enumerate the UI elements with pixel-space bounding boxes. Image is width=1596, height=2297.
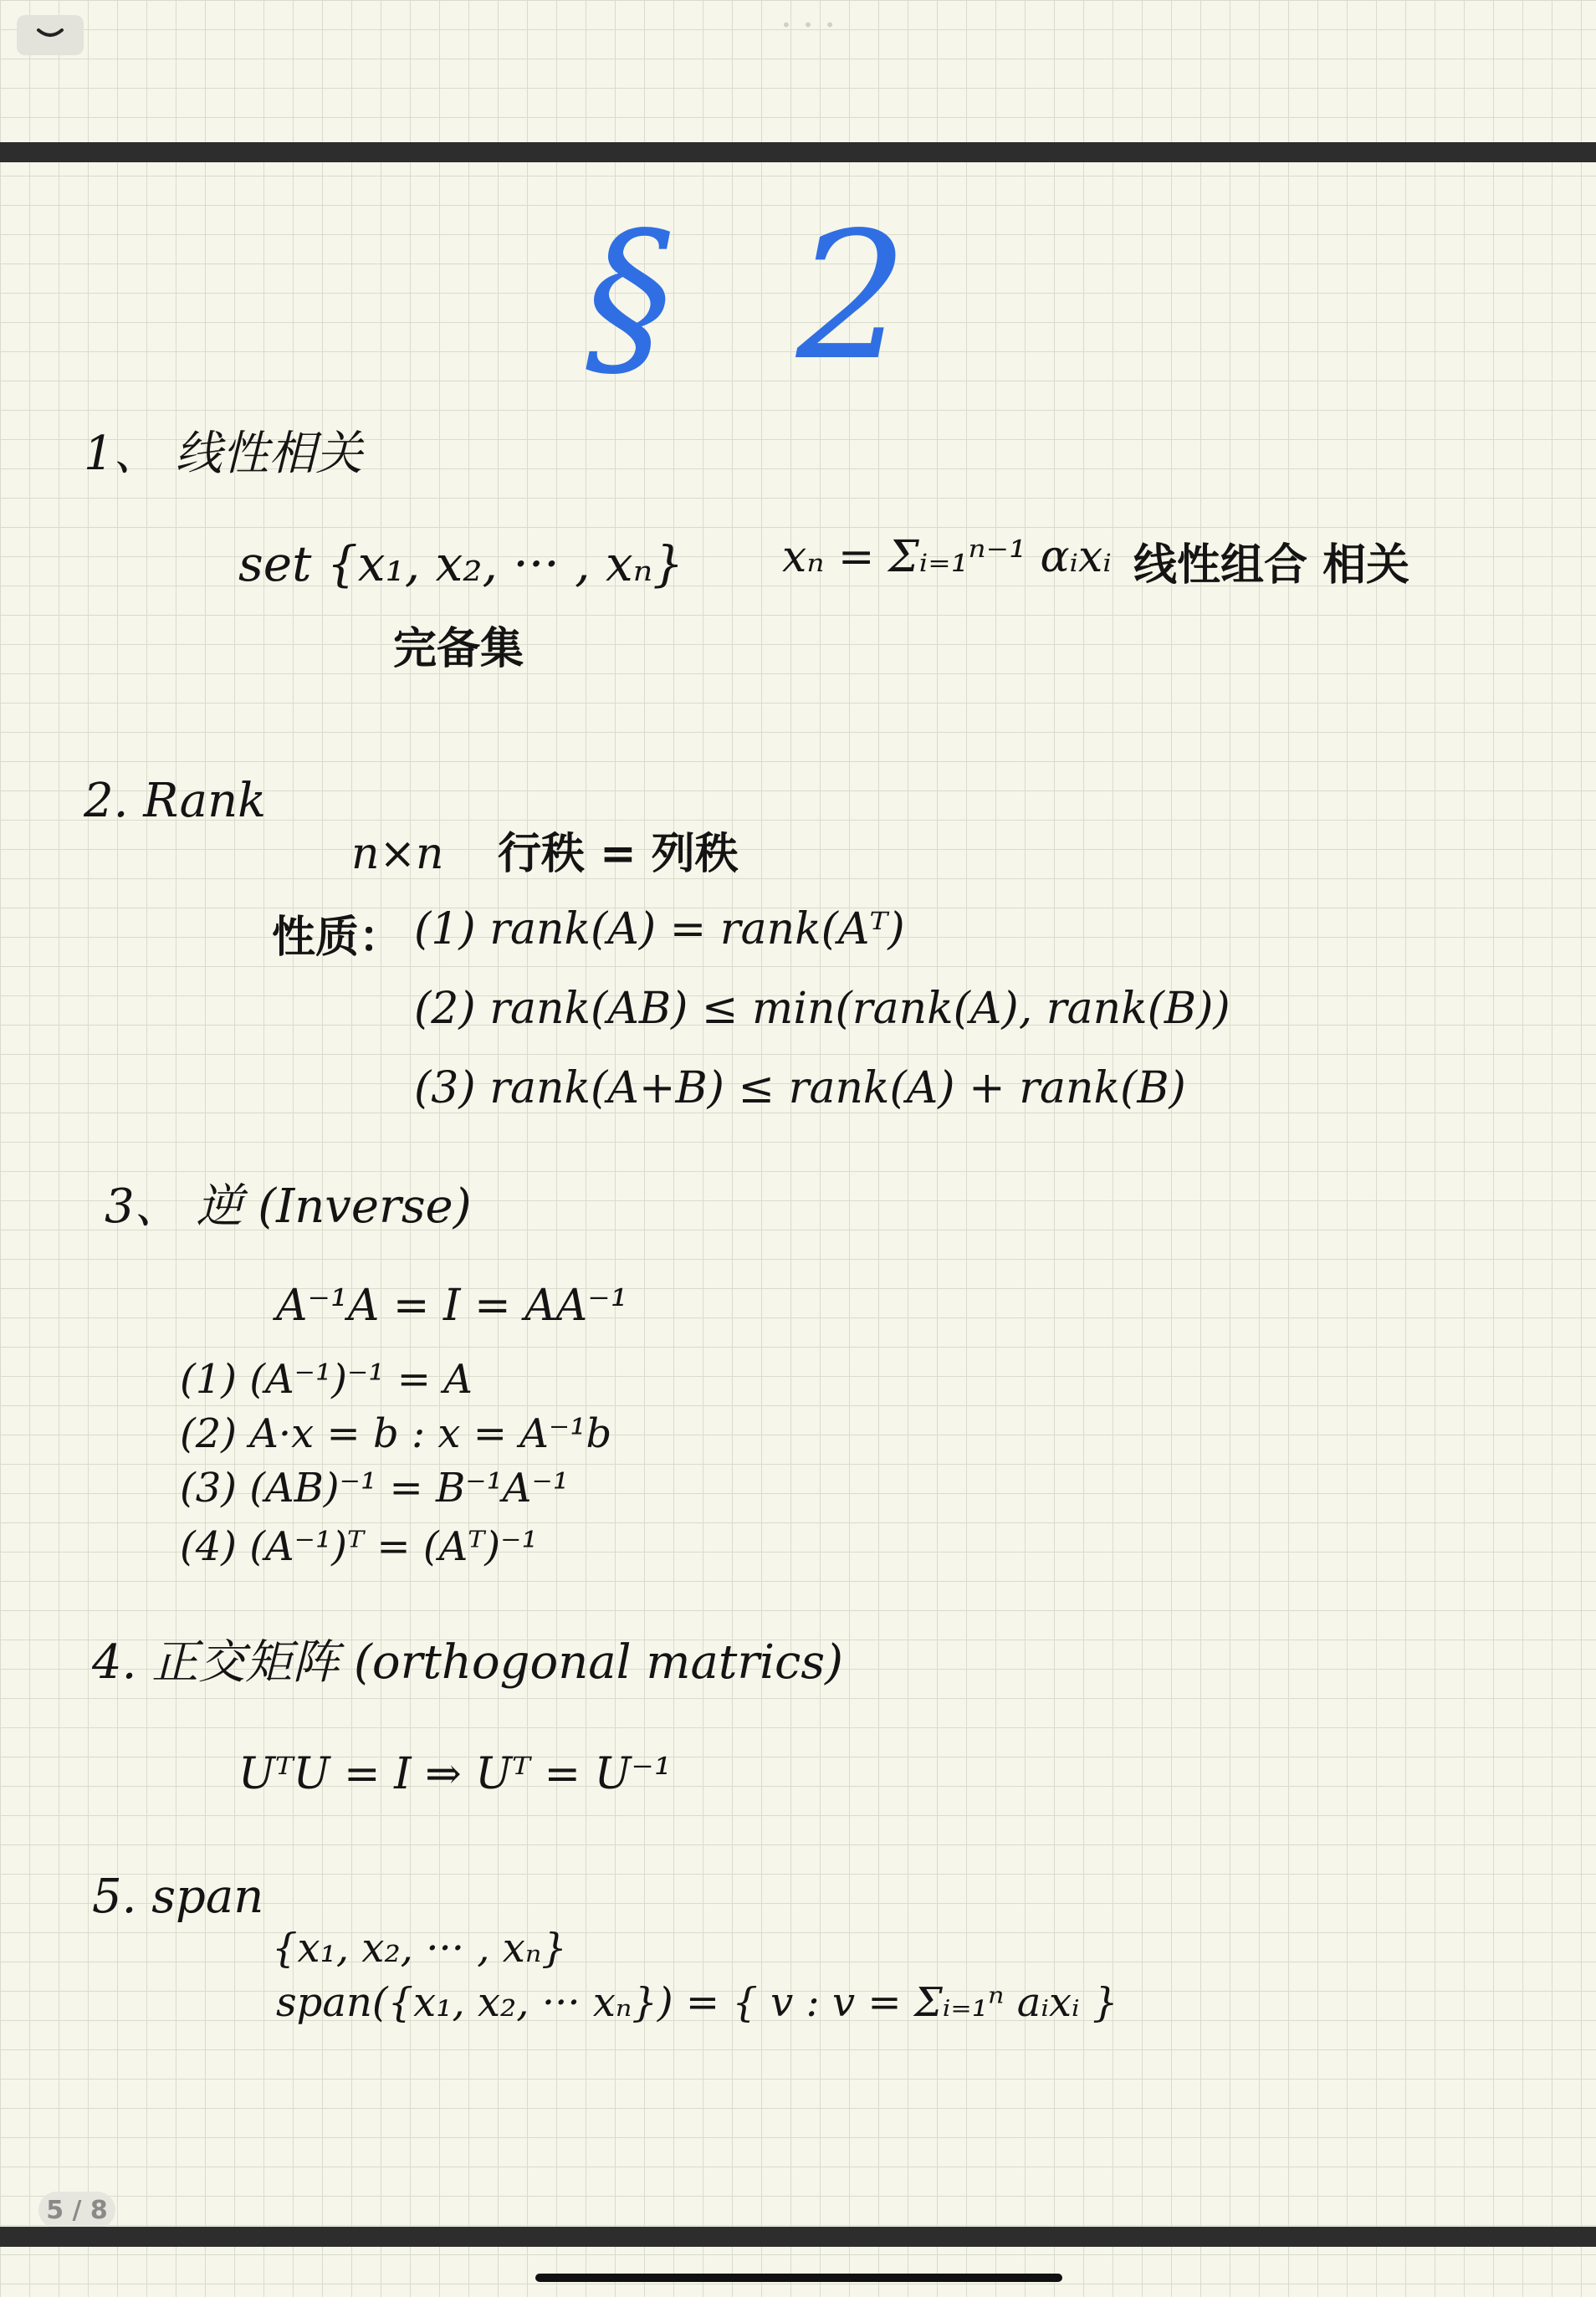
section-3-prop-4: (4) (A⁻¹)ᵀ = (Aᵀ)⁻¹ — [180, 1523, 538, 1570]
section-2-nxn: n×n — [351, 829, 444, 879]
section-2-heading: 2. Rank — [84, 774, 267, 828]
section-3-prop-3: (3) (AB)⁻¹ = B⁻¹A⁻¹ — [180, 1465, 570, 1512]
more-dots-icon[interactable]: • • • — [781, 15, 839, 35]
section-2-props-label: 性质： — [272, 913, 403, 963]
section-2-prop-1: (1) rank(A) = rank(Aᵀ) — [414, 904, 905, 954]
section-1-complete-set: 完备集 — [393, 624, 524, 674]
page-title: § 2 — [586, 194, 942, 399]
section-1-heading: 1、 线性相关 — [84, 427, 363, 481]
section-5-set: {x₁, x₂, ··· , xₙ} — [272, 1925, 567, 1972]
chevron-down-icon — [33, 25, 67, 45]
home-indicator[interactable] — [535, 2274, 1062, 2282]
section-3-heading: 3、 逆 (Inverse) — [105, 1179, 472, 1234]
page-indicator[interactable]: 5 / 8 — [38, 2192, 115, 2228]
section-5-heading: 5. span — [92, 1870, 264, 1924]
section-2-prop-3: (3) rank(A+B) ≤ rank(A) + rank(B) — [414, 1063, 1186, 1113]
section-3-prop-2: (2) A·x = b : x = A⁻¹b — [180, 1410, 612, 1457]
section-4-heading: 4. 正交矩阵 (orthogonal matrics) — [92, 1635, 843, 1690]
page-separator-top — [0, 142, 1596, 162]
section-4-formula: UᵀU = I ⇒ Uᵀ = U⁻¹ — [238, 1749, 672, 1799]
section-1-formula: xₙ = Σᵢ₌₁ⁿ⁻¹ αᵢxᵢ — [782, 532, 1112, 582]
section-1-set: set {x₁, x₂, ··· , xₙ} — [238, 535, 684, 592]
section-3-definition: A⁻¹A = I = AA⁻¹ — [276, 1281, 628, 1331]
collapse-button[interactable] — [17, 15, 84, 55]
section-3-prop-1: (1) (A⁻¹)⁻¹ = A — [180, 1356, 473, 1403]
section-1-note: 线性组合 相关 — [1133, 540, 1410, 591]
section-5-definition: span({x₁, x₂, ··· xₙ}) = { v : v = Σᵢ₌₁ⁿ aᵢxᵢ } — [276, 1979, 1118, 2026]
section-2-prop-2: (2) rank(AB) ≤ min(rank(A), rank(B)) — [414, 984, 1230, 1034]
page-separator-bottom — [0, 2227, 1596, 2247]
section-2-row-col: 行秩 = 列秩 — [498, 829, 739, 879]
